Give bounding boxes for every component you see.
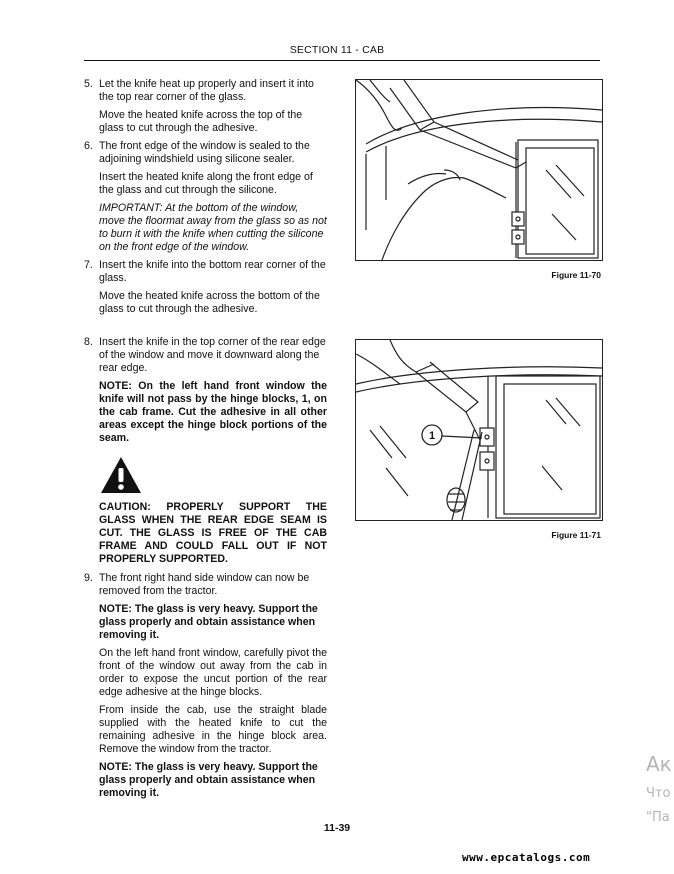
step-paragraph: Insert the knife in the top corner of the rear edge of the window and move it downward along the rear edge. — [99, 336, 326, 374]
step-8 — [84, 336, 327, 566]
step-paragraph: The front right hand side window can now be removed from the tractor. — [99, 572, 310, 597]
step-number: 7. — [84, 259, 93, 271]
caution-block — [99, 455, 327, 566]
step-paragraph: The front edge of the window is sealed to the adjoining windshield using silicone sealer. — [99, 140, 310, 165]
step-9 — [84, 572, 327, 800]
section-title: SECTION 11 - CAB — [289, 44, 385, 56]
figure-11-71 — [355, 339, 603, 521]
step-number: 8. — [84, 336, 93, 348]
important-note: IMPORTANT: At the bottom of the window, move the floormat away from the glass so as not to burn it with the knife when cutting the silicone on the front edge of the window. — [99, 202, 327, 253]
step-7 — [84, 259, 327, 316]
figure-11-71-caption: Figure 11-71 — [551, 530, 601, 540]
callout-number: 1 — [428, 430, 436, 442]
step-paragraph: Move the heated knife across the bottom of the glass to cut through the adhesive. — [99, 290, 320, 315]
figure-11-71-illustration — [356, 340, 602, 520]
step-6 — [84, 140, 327, 254]
step-paragraph: Insert the heated knife along the front edge of the glass and cut through the silicone. — [99, 171, 313, 196]
caution-text: CAUTION: PROPERLY SUPPORT THE GLASS WHEN THE REAR EDGE SEAM IS CUT. THE GLASS IS FREE OF THE CAB FRAME AND COULD FALL OUT IF NOT PROPERLY SUPPORTED. — [99, 501, 327, 565]
figure-11-70-illustration — [356, 80, 602, 260]
warning-icon — [99, 455, 143, 495]
side-overlay-line-2: Что — [646, 786, 671, 801]
step-number: 6. — [84, 140, 93, 152]
header-rule — [84, 60, 600, 61]
step-paragraph: Insert the knife into the bottom rear corner of the glass. — [99, 259, 326, 284]
page-number: 11-39 — [323, 822, 351, 834]
figure-11-70-caption: Figure 11-70 — [551, 270, 601, 280]
steps-bottom-column — [84, 336, 327, 805]
step-5 — [84, 78, 327, 135]
step-paragraph: Move the heated knife across the top of the glass to cut through the adhesive. — [99, 109, 303, 134]
step-paragraph: Let the knife heat up properly and insert it into the top rear corner of the glass. — [99, 78, 314, 103]
watermark-url: www.epcatalogs.com — [462, 851, 591, 864]
figure-11-70 — [355, 79, 603, 261]
steps-top-column — [84, 78, 327, 321]
note-heavy-glass: NOTE: The glass is very heavy. Support the glass properly and obtain assistance when removing it. — [99, 603, 318, 641]
side-overlay-line-3: "Па — [646, 810, 670, 825]
step-number: 5. — [84, 78, 93, 90]
step-paragraph: From inside the cab, use the straight blade supplied with the heated knife to cut the remaining adhesive in the hinge block area. Remove the window from the tractor. — [99, 704, 327, 755]
side-overlay-line-1: Ак — [646, 752, 672, 776]
note-heavy-glass: NOTE: The glass is very heavy. Support the glass properly and obtain assistance when removing it. — [99, 761, 318, 799]
step-paragraph: On the left hand front window, carefully pivot the front of the window out away from the cab in order to expose the uncut portion of the rear edge adhesive at the hinge blocks. — [99, 647, 327, 698]
step-number: 9. — [84, 572, 93, 584]
note-hinge-blocks: NOTE: On the left hand front window the knife will not pass by the hinge blocks, 1, on the cab frame. Cut the adhesive in all other areas except the hinge block portions of the seam. — [99, 380, 327, 444]
